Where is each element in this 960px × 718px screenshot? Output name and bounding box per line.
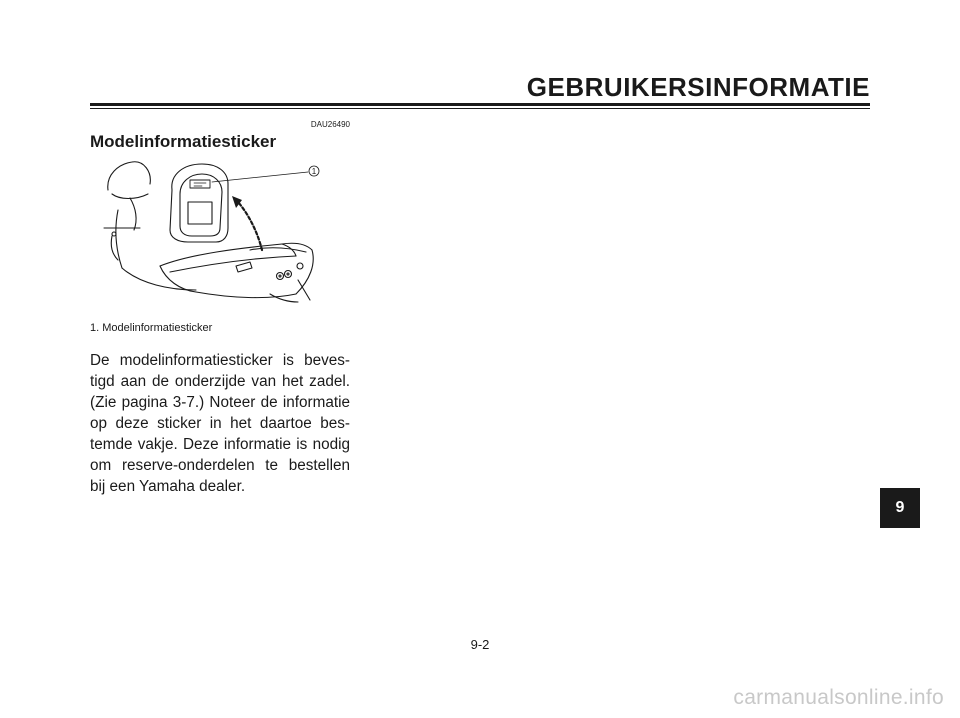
chapter-tab: 9: [880, 488, 920, 528]
page-header-title: GEBRUIKERSINFORMATIE: [526, 72, 870, 102]
watermark: carmanualsonline.info: [733, 686, 944, 709]
figure-callout-number: 1: [311, 167, 317, 176]
body-paragraph: De modelinformatiesticker is beves-tigd aan de onderzijde van het zadel. (Zie pagina 3-7.) Noteer de informatie op deze sticker in het daartoe bes-temde vakje. Deze informatie is nodig om reserve-onderdelen te bestellen bij een Yamaha dealer.: [90, 352, 350, 495]
header-rule-thin: [90, 108, 870, 109]
seat-illustration-svg: [100, 150, 335, 318]
page-number: 9-2: [470, 637, 490, 652]
seat-sticker-illustration: [100, 150, 335, 318]
figure-caption: 1. Modelinformatiesticker: [90, 322, 213, 334]
section-heading: Modelinformatiesticker: [90, 132, 277, 151]
section-code: DAU26490: [310, 120, 350, 129]
header-rule-thick: [90, 103, 870, 106]
